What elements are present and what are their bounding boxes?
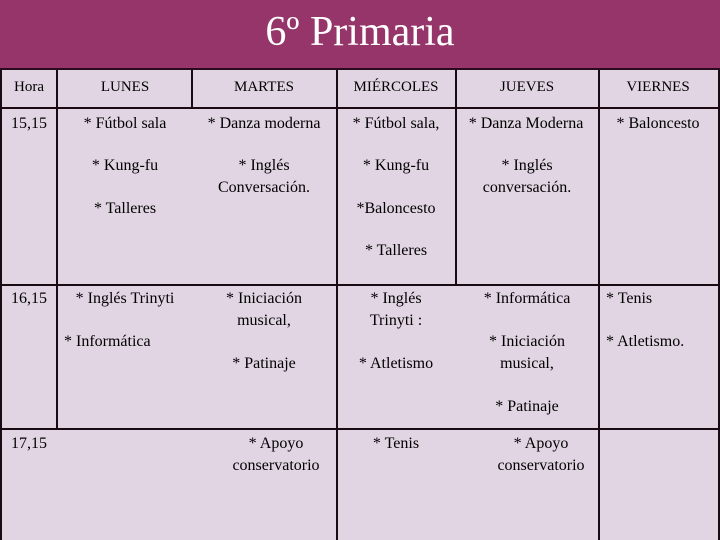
activity-item: * Tenis: [606, 290, 653, 307]
activity-item: * Patinaje: [495, 398, 559, 415]
activity-item: * Danza Moderna: [468, 115, 584, 132]
page-title: 6º Primaria: [265, 9, 455, 55]
activity-item: * Fútbol sala,: [352, 115, 440, 132]
header-tuesday: MARTES: [234, 79, 294, 95]
header-monday: LUNES: [100, 79, 150, 95]
schedule-table: [0, 70, 720, 540]
header-friday: VIERNES: [626, 79, 690, 95]
activity-item: * Talleres: [364, 242, 428, 259]
activity-item: * Atletismo.: [606, 333, 685, 350]
hour-label: 15,15: [11, 115, 47, 132]
activity-item: * Inglés Trinyti: [75, 290, 175, 307]
column-divider: [718, 70, 720, 540]
row-divider: [0, 284, 720, 286]
activity-item: * Inglés conversación.: [482, 157, 572, 196]
row-divider: [0, 428, 720, 430]
activity-item: * Fútbol sala: [83, 115, 167, 132]
activity-item: * Kung-fu: [362, 157, 430, 174]
activity-item: * Inglés Conversación.: [218, 157, 310, 196]
activity-item: *Baloncesto: [356, 200, 436, 217]
hour-label: 17,15: [11, 435, 47, 452]
activity-item: * Baloncesto: [616, 115, 700, 132]
activity-item: * Inglés Trinyti :: [369, 290, 423, 329]
row-divider: [0, 107, 720, 109]
hour-label: 16,15: [11, 290, 47, 307]
activity-item: * Tenis: [372, 435, 420, 452]
activity-item: * Iniciación musical,: [489, 333, 565, 372]
title-banner: [0, 0, 720, 70]
activity-item: * Iniciación musical,: [226, 290, 302, 329]
activity-item: * Apoyo conservatorio: [232, 435, 320, 474]
header-hour: Hora: [14, 79, 44, 95]
activity-item: * Informática: [483, 290, 571, 307]
activity-item: * Apoyo conservatorio: [497, 435, 585, 474]
activity-item: * Patinaje: [232, 355, 296, 372]
header-wednesday: MIÉRCOLES: [353, 79, 439, 95]
activity-item: * Informática: [64, 333, 151, 350]
activity-item: * Atletismo: [358, 355, 434, 372]
header-thursday: JUEVES: [499, 79, 555, 95]
activity-item: * Talleres: [93, 200, 157, 217]
activity-item: * Danza moderna: [207, 115, 321, 132]
activity-item: * Kung-fu: [91, 157, 159, 174]
